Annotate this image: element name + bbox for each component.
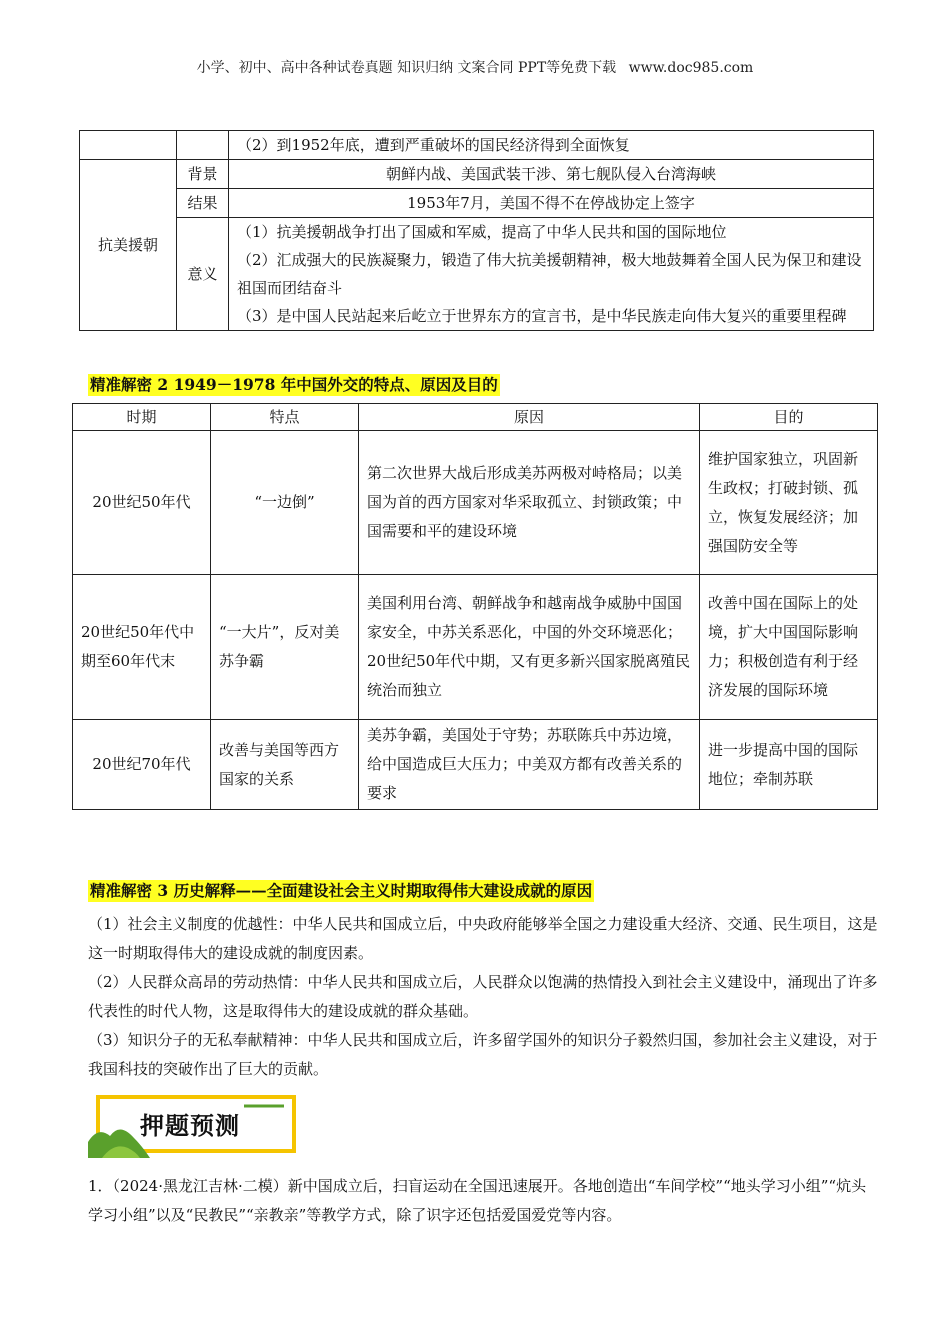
feature-cell: 改善与美国等西方国家的关系 <box>211 720 359 810</box>
reason-cell: 美苏争霸，美国处于守势；苏联陈兵中苏边境，给中国造成巨大压力；中美双方都有改善关系的要求 <box>359 720 700 810</box>
section3-title: 精准解密 3 历史解释——全面建设社会主义时期取得伟大建设成就的原因 <box>90 881 593 900</box>
purpose-cell: 改善中国在国际上的处境，扩大中国国际影响力；积极创造有利于经济发展的国际环境 <box>700 575 878 720</box>
feature-cell: “一边倒” <box>211 431 359 575</box>
feature-cell: “一大片”，反对美苏争霸 <box>211 575 359 720</box>
kangmei-table <box>79 130 874 331</box>
column-header: 原因 <box>359 404 700 431</box>
question-text: 1．（2024·黑龙江吉林·二模）新中国成立后，扫盲运动在全国迅速展开。各地创造出“车间学校”“地头学习小组”“炕头学习小组”以及“民教民”“亲教亲”等教学方式，除了识字还包括爱国爱党等内容。 <box>88 1177 867 1224</box>
reason-cell: 第二次世界大战后形成美苏两极对峙格局；以美国为首的西方国家对华采取孤立、封锁政策；中国需要和平的建设环境 <box>359 431 700 575</box>
table-cell: （2）到1952年底，遭到严重破坏的国民经济得到全面恢复 <box>229 131 874 160</box>
period-cell: 20世纪50年代中期至60年代末 <box>73 575 211 720</box>
header-url[interactable]: www.doc985.com <box>628 60 754 76</box>
table-header-row <box>73 404 878 431</box>
prediction-badge <box>88 1092 298 1160</box>
diplomacy-table <box>72 403 878 810</box>
paragraph: （3）知识分子的无私奉献精神：中华人民共和国成立后，许多留学国外的知识分子毅然归国，参加社会主义建设，对于我国科技的突破作出了巨大的贡献。 <box>88 1031 878 1078</box>
row-label: 结果 <box>177 189 229 218</box>
period-cell: 20世纪50年代 <box>73 431 211 575</box>
column-header: 目的 <box>700 404 878 431</box>
table-row <box>73 575 878 720</box>
table-row <box>80 218 874 331</box>
paragraph: （1）社会主义制度的优越性：中华人民共和国成立后，中央政府能够举全国之力建设重大经济、交通、民生项目，这是这一时期取得伟大的建设成就的制度因素。 <box>88 915 878 962</box>
list-item: （3）是中国人民站起来后屹立于世界东方的宣言书，是中华民族走向伟大复兴的重要里程碑 <box>237 307 847 325</box>
significance-cell <box>229 218 874 331</box>
purpose-cell: 维护国家独立，巩固新生政权；打破封锁、孤立，恢复发展经济；加强国防安全等 <box>700 431 878 575</box>
column-header: 特点 <box>211 404 359 431</box>
column-header: 时期 <box>73 404 211 431</box>
row-label: 意义 <box>177 218 229 331</box>
section2-title: 精准解密 2 1949－1978 年中国外交的特点、原因及目的 <box>90 375 498 394</box>
table-row <box>80 189 874 218</box>
header-text: 小学、初中、高中各种试卷真题 知识归纳 文案合同 PPT等免费下载 <box>196 60 617 76</box>
list-item: （2）汇成强大的民族凝聚力，锻造了伟大抗美援朝精神，极大地鼓舞着全国人民为保卫和建设祖国而团结奋斗 <box>237 251 862 297</box>
list-item: （1）抗美援朝战争打出了国威和军威，提高了中华人民共和国的国际地位 <box>237 223 727 241</box>
reason-cell: 美国利用台湾、朝鲜战争和越南战争威胁中国国家安全，中苏关系恶化，中国的外交环境恶化；20世纪50年代中期，又有更多新兴国家脱离殖民统治而独立 <box>359 575 700 720</box>
row-label: 背景 <box>177 160 229 189</box>
table-row <box>73 720 878 810</box>
topic-cell: 抗美援朝 <box>80 160 177 331</box>
paragraph: （2）人民群众高昂的劳动热情：中华人民共和国成立后，人民群众以饱满的热情投入到社会主义建设中，涌现出了许多代表性的时代人物，这是取得伟大的建设成就的群众基础。 <box>88 973 878 1020</box>
table-row <box>73 431 878 575</box>
badge-label: 押题预测 <box>140 1112 240 1140</box>
table-row <box>80 131 874 160</box>
purpose-cell: 进一步提高中国的国际地位；牵制苏联 <box>700 720 878 810</box>
period-cell: 20世纪70年代 <box>73 720 211 810</box>
table-row <box>80 160 874 189</box>
table-cell: 朝鲜内战、美国武装干涉、第七舰队侵入台湾海峡 <box>229 160 874 189</box>
table-cell: 1953年7月，美国不得不在停战协定上签字 <box>229 189 874 218</box>
page-header <box>0 57 950 77</box>
